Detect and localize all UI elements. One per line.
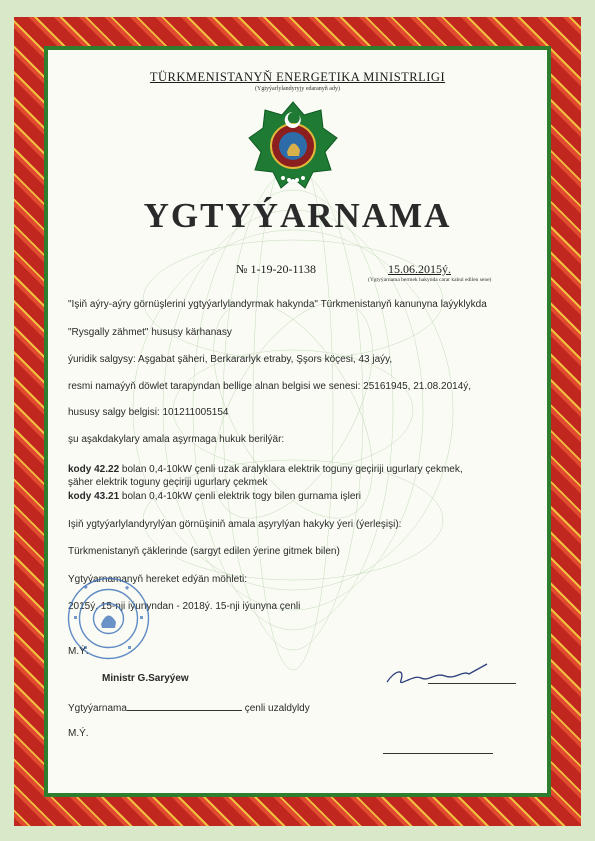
activity-code-1-continued: şäher elektrik toguny geçiriji ugurlary çekmek — [68, 477, 268, 488]
minister-name: Ministr G.Saryýew — [102, 673, 189, 684]
extension-line — [68, 701, 310, 714]
signature-line-2 — [383, 753, 493, 754]
state-registration: resmi namaýyň döwlet tarapyndan bellige alnan belgisi we senesi: 25161945, 21.08.2014ý, — [68, 381, 472, 392]
activity-code-1-label: kody 42.22 — [68, 464, 120, 475]
extension-prefix: Ygtyýarnama — [68, 703, 127, 714]
minister-signature — [383, 662, 493, 692]
extension-date-blank — [127, 701, 242, 711]
place-intro: Işiň ygtyýarlylandyrylýan görnüşiniň amala aşyrylýan hakyky ýeri (ýerleşişi): — [68, 519, 402, 530]
issue-date: 15.06.2015ý. — [388, 262, 451, 276]
state-emblem-icon — [247, 100, 339, 192]
ministry-name: TÜRKMENISTANYŇ ENERGETIKA MINISTRLIGI — [149, 70, 446, 84]
activity-code-2-label: kody 43.21 — [68, 491, 120, 502]
granted-intro: şu aşakdakylary amala aşyrmaga hukuk berilýär: — [68, 434, 285, 445]
activity-code-2-text: bolan 0,4-10kW çenli elektrik togy bilen gurnama işleri — [119, 491, 361, 502]
stamp-place-label: M.Ý. — [68, 646, 89, 657]
law-reference: "Işiň aýry-aýry görnüşlerini ygtyýarlylandyrmak hakynda" Türkmenistanyň kanunyna laýyklykda — [68, 299, 487, 310]
issue-date-caption: (Ygtyýarnama bermek hakynda carar kabul edilen sene) — [368, 277, 492, 283]
certificate-title: YGTYÝARNAMA — [143, 196, 452, 235]
registration-number: № 1-19-20-1138 — [236, 262, 316, 276]
validity-intro: Ygtyýarnamanyň hereket edýän möhleti: — [68, 574, 247, 585]
ministry-caption: (Ygtyýarlylandyryjy edaranyň ady) — [255, 86, 340, 92]
place-of-activity: Türkmenistanyň çäklerinde (sargyt edilen ýerine gitmek bilen) — [68, 546, 340, 557]
activity-code-1-text: bolan 0,4-10kW çenli uzak aralyklara elektrik toguny geçiriji ugurlary çekmek, — [119, 464, 463, 475]
certificate-paper — [48, 50, 547, 793]
extension-suffix: çenli uzaldyldy — [244, 703, 310, 714]
legal-address: ýuridik salgysy: Aşgabat şäheri, Berkararlyk etraby, Şşors köçesi, 43 jaýy, — [68, 354, 393, 365]
company-name: "Rysgally zähmet" hususy kärhanasy — [68, 327, 232, 338]
activity-code-2 — [68, 491, 361, 502]
activity-code-1 — [68, 464, 463, 475]
validity-period: 2015ý. 15-nji iýunyndan - 2018ý. 15-nji iýunyna çenli — [68, 601, 301, 612]
signature-line — [428, 683, 516, 684]
stamp-place-label-2: M.Ý. — [68, 728, 89, 739]
tax-number: hususy salgy belgisi: 101211005154 — [68, 407, 229, 418]
